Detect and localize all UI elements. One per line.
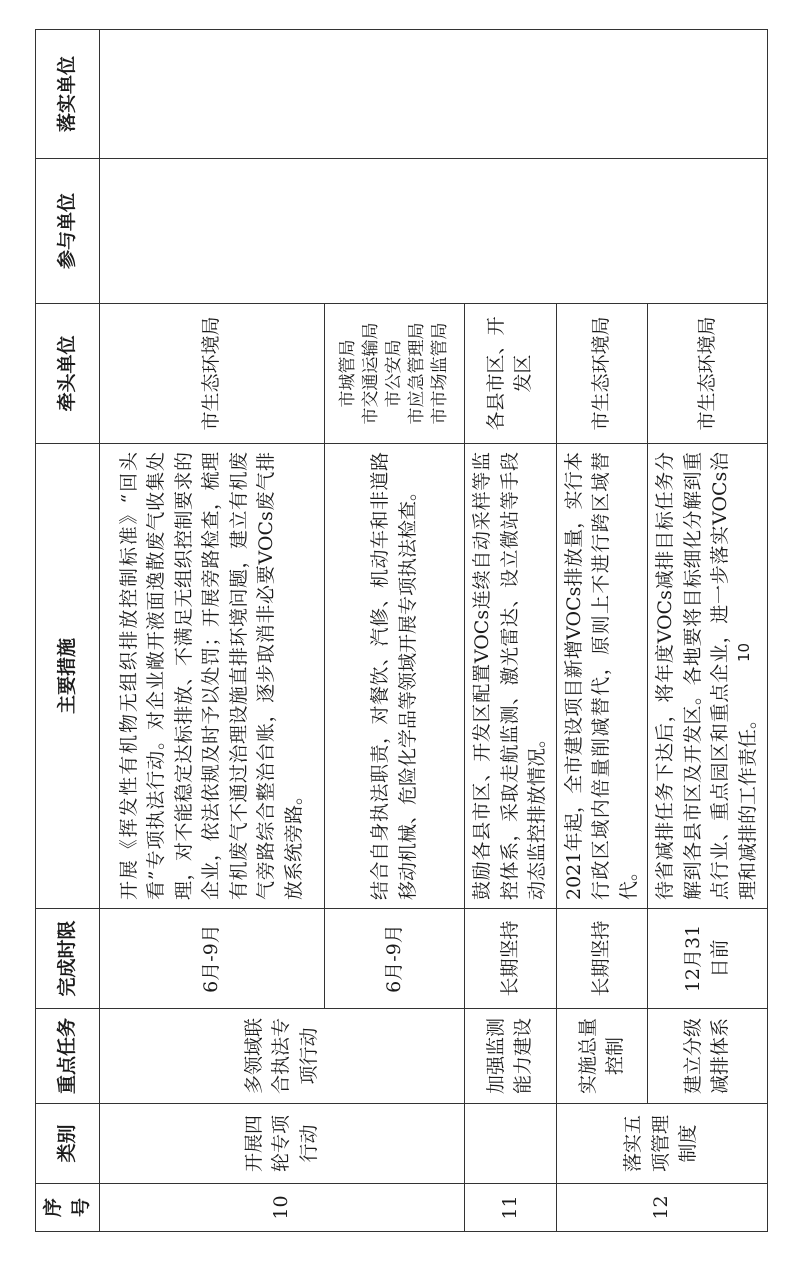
row-measures: 结合自身执法职责，对餐饮、汽修、机动车和非道路移动机械、危险化学品等领域开展专项执法检查。 [325, 444, 465, 909]
row-deadline: 长期坚持 [465, 909, 557, 1009]
row-seq: 11 [465, 1184, 557, 1232]
header-lead-unit: 牵头单位 [36, 304, 100, 444]
row-category: 开展四轮专项行动 [100, 1104, 465, 1184]
header-key-task: 重点任务 [36, 1009, 100, 1104]
header-deadline: 完成时限 [36, 909, 100, 1009]
row-measures: 开展《挥发性有机物无组织排放控制标准》“回头看”专项执法行动。对企业敞开液面逸散废气收集处理，对不能稳定达标排放、不满足无组织控制要求的企业，依法依规及时予以处罚；开展旁路检查，梳理有机废气不通过治理设施直排环境问题，建立有机废气旁路综合整治台账，逐步取消非必要VOCs废气排放系统旁路。 [100, 444, 325, 909]
row-lead-units [325, 304, 465, 444]
header-seq: 序号 [36, 1184, 100, 1232]
row-measures: 鼓励各县市区、开发区配置VOCs连续自动采样等监控体系，采取走航监测、激光雷达、设立微站等手段动态监控排放情况。 [465, 444, 557, 909]
row-deadline: 6月-9月 [325, 909, 465, 1009]
participants-cell [100, 159, 767, 304]
lead-unit-item: 市城管局 [338, 339, 359, 408]
row-seq: 12 [556, 1184, 767, 1232]
lead-unit-item: 市应急管理局 [407, 322, 428, 425]
row-key-task: 加强监测能力建设 [465, 1009, 557, 1104]
row-seq: 10 [100, 1184, 465, 1232]
row-deadline: 6月-9月 [100, 909, 325, 1009]
measures-table [35, 29, 768, 1232]
header-implementers: 落实单位 [36, 30, 100, 159]
lead-unit-item: 市交通运输局 [361, 322, 382, 425]
row-measures: 待省减排任务下达后，将年度VOCs减排目标任务分解到各县市区及开发区。各地要将目标细化分解到重点行业、重点园区和重点企业，进一步落实VOCs治理和减排的工作责任。 [648, 444, 767, 909]
row-key-task: 多领域联合执法专项行动 [100, 1009, 465, 1104]
header-row [36, 30, 100, 1232]
row-deadline: 12月31日前 [648, 909, 767, 1009]
row-key-task: 建立分级减排体系 [648, 1009, 767, 1104]
implementers-cell [100, 30, 767, 159]
lead-unit-item: 市公安局 [384, 339, 405, 408]
row-deadline: 长期坚持 [556, 909, 648, 1009]
row-lead-unit: 各县市区、开发区 [465, 304, 557, 444]
lead-unit-item: 市市场监管局 [430, 322, 450, 425]
page-number: 10 [735, 642, 753, 662]
row-measures: 2021年起，全市建设项目新增VOCs排放量，实行本行政区域内倍量削减替代，原则上不进行跨区域替代。 [556, 444, 648, 909]
header-category: 类别 [36, 1104, 100, 1184]
row-category: 落实五项管理制度 [556, 1104, 767, 1184]
header-participants: 参与单位 [36, 159, 100, 304]
header-measures: 主要措施 [36, 444, 100, 909]
table-row [100, 30, 325, 1232]
row-lead-unit: 市生态环境局 [100, 304, 325, 444]
row-key-task: 实施总量控制 [556, 1009, 648, 1104]
row-lead-unit: 市生态环境局 [648, 304, 767, 444]
row-lead-unit: 市生态环境局 [556, 304, 648, 444]
row-category-empty [465, 1104, 557, 1184]
